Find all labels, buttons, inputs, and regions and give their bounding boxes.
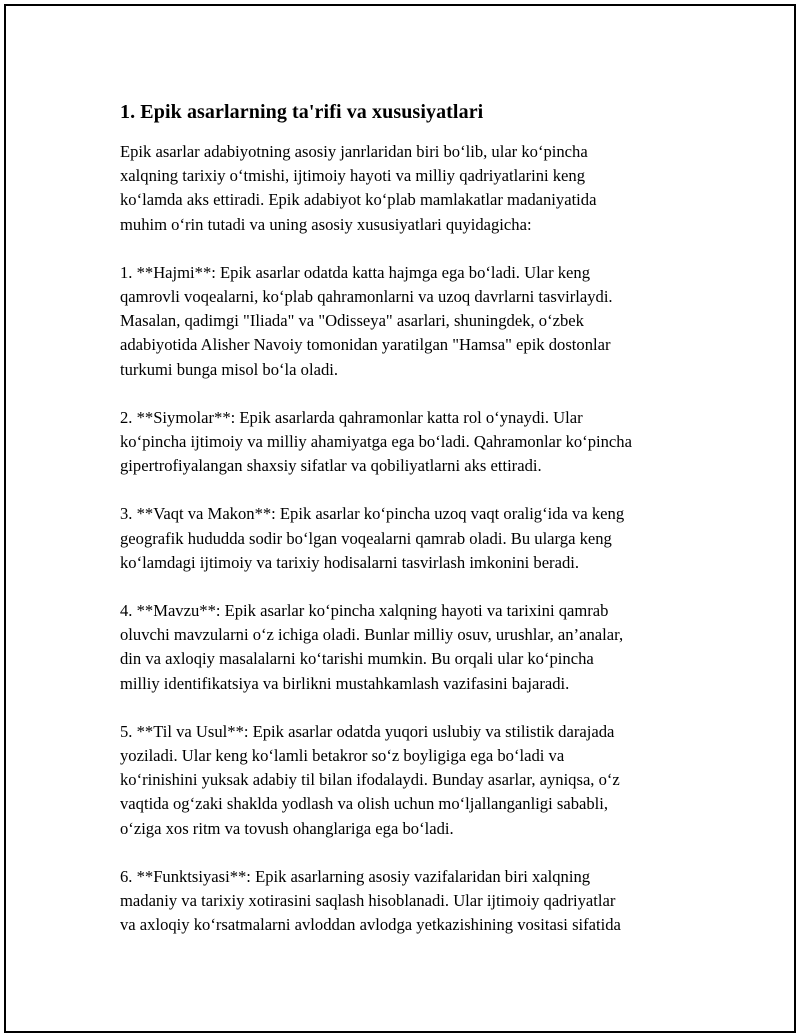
paragraph-list <box>120 140 710 937</box>
paragraph <box>120 865 710 938</box>
text-line: oluvchi mavzularni o‘z ichiga oladi. Bunlar milliy osuv, urushlar, an’analar, <box>120 625 624 645</box>
text-line: o‘ziga xos ritm va tovush ohanglariga ega bo‘ladi. <box>120 818 454 838</box>
text-line: Masalan, qadimgi "Iliada" va "Odisseya" asarlari, shuningdek, o‘zbek <box>120 311 584 331</box>
text-line: 2. **Siymolar**: Epik asarlarda qahramonlar katta rol o‘ynaydi. Ular <box>120 407 583 427</box>
text-line: xalqning tarixiy o‘tmishi, ijtimoiy hayoti va milliy qadriyatlarini keng <box>120 166 586 186</box>
paragraph <box>120 502 710 575</box>
text-line: din va axloqiy masalalarni ko‘tarishi mumkin. Bu orqali ular ko‘pincha <box>120 649 594 669</box>
text-line: adabiyotida Alisher Navoiy tomonidan yaratilgan "Hamsa" epik dostonlar <box>120 335 611 355</box>
text-line: muhim o‘rin tutadi va uning asosiy xususiyatlari quyidagicha: <box>120 214 532 234</box>
paragraph <box>120 720 710 841</box>
text-line: 1. **Hajmi**: Epik asarlar odatda katta hajmga ega bo‘ladi. Ular keng <box>120 262 590 282</box>
text-line: geografik hududda sodir bo‘lgan voqealarni qamrab oladi. Bu ularga keng <box>120 528 612 548</box>
text-line: madaniy va tarixiy xotirasini saqlash hisoblanadi. Ular ijtimoiy qadriyatlar <box>120 891 616 911</box>
text-line: Epik asarlar adabiyotning asosiy janrlaridan biri bo‘lib, ular ko‘pincha <box>120 142 588 161</box>
text-line: ko‘pincha ijtimoiy va milliy ahamiyatga ega bo‘ladi. Qahramonlar ko‘pincha <box>120 432 632 452</box>
text-line: turkumi bunga misol bo‘la oladi. <box>120 359 338 379</box>
paragraph <box>120 261 710 382</box>
paragraph <box>120 599 710 696</box>
text-line: ko‘rinishini yuksak adabiy til bilan ifodalaydi. Bunday asarlar, ayniqsa, o‘z <box>120 770 620 790</box>
text-line: yoziladi. Ular keng ko‘lamli betakror so‘z boyligiga ega bo‘ladi va <box>120 746 565 766</box>
text-line: vaqtida og‘zaki shaklda yodlash va olish uchun mo‘ljallanganligi sababli, <box>120 794 609 814</box>
text-line: 3. **Vaqt va Makon**: Epik asarlar ko‘pincha uzoq vaqt oralig‘ida va keng <box>120 504 625 524</box>
text-line: 6. **Funktsiyasi**: Epik asarlarning asosiy vazifalaridan biri xalqning <box>120 866 591 886</box>
text-line: 4. **Mavzu**: Epik asarlar ko‘pincha xalqning hayoti va tarixini qamrab <box>120 601 609 621</box>
document-title: 1. Epik asarlarning ta'rifi va xususiyatlari <box>120 101 484 123</box>
paragraph <box>120 140 710 237</box>
text-line: qamrovli voqealarni, ko‘plab qahramonlarni va uzoq davrlarni tasvirlaydi. <box>120 287 613 307</box>
text-line: gipertrofiyalangan shaxsiy sifatlar va qobiliyatlarni aks ettiradi. <box>120 456 542 476</box>
text-line: ko‘lamdagi ijtimoiy va tarixiy hodisalarni tasvirlash imkonini beradi. <box>120 552 580 572</box>
text-line: ko‘lamda aks ettiradi. Epik adabiyot ko‘plab mamlakatlar madaniyatida <box>120 190 597 210</box>
page-frame <box>4 4 796 1033</box>
text-line: 5. **Til va Usul**: Epik asarlar odatda yuqori uslubiy va stilistik darajada <box>120 721 615 741</box>
document-body <box>120 98 710 961</box>
paragraph <box>120 406 710 479</box>
text-line: milliy identifikatsiya va birlikni mustahkamlash vazifasini bajaradi. <box>120 673 570 693</box>
text-line: va axloqiy ko‘rsatmalarni avloddan avlodga yetkazishining vositasi sifatida <box>120 915 621 935</box>
